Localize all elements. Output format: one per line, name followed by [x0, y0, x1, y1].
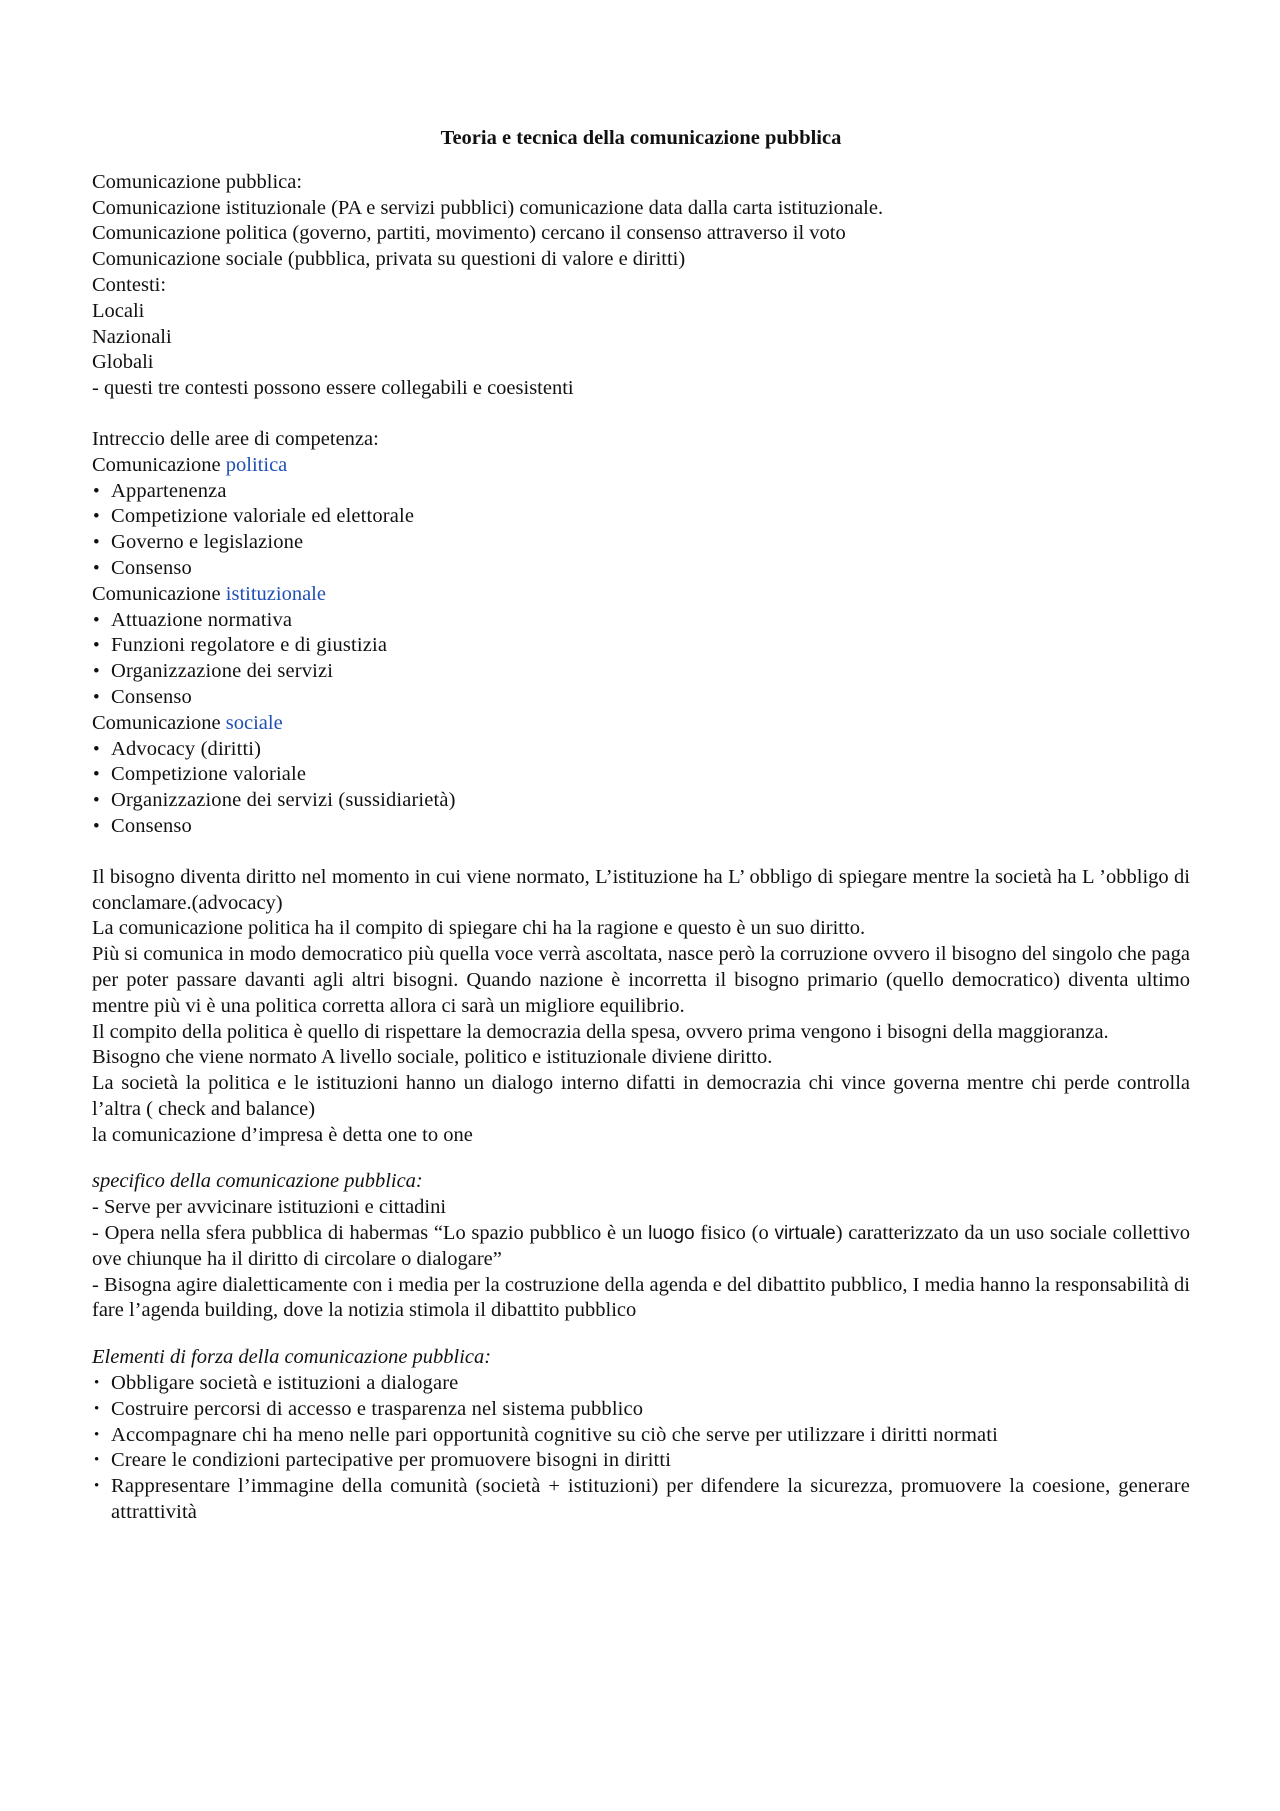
body-paragraph: Bisogno che viene normato A livello sociale, politico e istituzionale diviene diritto. — [92, 1046, 773, 1069]
area-heading-istituzionale — [92, 582, 1190, 608]
list-item: • Funzioni regolatore e di giustizia — [92, 633, 1190, 659]
area-list-sociale — [92, 737, 1190, 840]
body-paragraph: Il compito della politica è quello di rispettare la democrazia della spesa, ovvero prima vengono i bisogni della maggioranza. — [92, 1020, 1109, 1043]
list-item: • Consenso — [92, 685, 1190, 711]
list-item: • Consenso — [92, 814, 1190, 840]
text-run: ) caratterizzato da un uso sociale collettivo ove chiunque ha il diritto di circolare o dialogare” — [92, 1222, 1190, 1270]
list-item: • Creare le condizioni partecipative per promuovere bisogni in diritti — [92, 1448, 1190, 1474]
area-list-istituzionale — [92, 608, 1190, 711]
body-section — [92, 865, 1190, 1149]
list-item: • Accompagnare chi ha meno nelle pari opportunità cognitive su ciò che serve per utilizzare i diritti normati — [92, 1423, 1190, 1449]
document-page — [92, 126, 1190, 1526]
intro-line: Locali — [92, 299, 145, 322]
text-run: fisico (o — [694, 1222, 775, 1245]
list-item: • Organizzazione dei servizi — [92, 659, 1190, 685]
intro-line: Comunicazione sociale (pubblica, privata su questioni di valore e diritti) — [92, 248, 686, 271]
list-item: • Obbligare società e istituzioni a dialogare — [92, 1371, 1190, 1397]
intro-line: Globali — [92, 351, 154, 374]
intro-line: Nazionali — [92, 325, 172, 348]
list-item: • Attuazione normativa — [92, 608, 1190, 634]
list-item: • Competizione valoriale ed elettorale — [92, 504, 1190, 530]
area-prefix: Comunicazione — [92, 711, 226, 734]
link-sociale[interactable]: sociale — [225, 711, 283, 734]
specifico-line: - Serve per avvicinare istituzioni e cittadini — [92, 1196, 447, 1219]
body-paragraph: La comunicazione politica ha il compito di spiegare chi ha la ragione e questo è un suo diritto. — [92, 917, 866, 940]
list-item: • Appartenenza — [92, 479, 1190, 505]
intro-line: Comunicazione politica (governo, partiti, movimento) cercano il consenso attraverso il voto — [92, 222, 846, 245]
area-heading-sociale — [92, 711, 1190, 737]
areas-heading: Intreccio delle aree di competenza: — [92, 427, 379, 450]
document-title: Teoria e tecnica della comunicazione pubblica — [440, 127, 842, 149]
list-item: • Competizione valoriale — [92, 762, 1190, 788]
list-item: • Advocacy (diritti) — [92, 737, 1190, 763]
body-paragraph: Più si comunica in modo democratico più quella voce verrà ascoltata, nasce però la corruzione ovvero il bisogno del singolo che paga per poter passare davanti agli altri bisogni. Quando nazione è incorretta il bisogno primario (quello democratico) diventa ultimo mentre più vi è una politica corretta allora ci sarà un migliore equilibrio. — [92, 943, 1190, 1017]
link-istituzionale[interactable]: istituzionale — [225, 582, 326, 605]
specifico-heading: specifico della comunicazione pubblica: — [92, 1170, 423, 1193]
specifico-section — [92, 1169, 1190, 1324]
forza-section — [92, 1345, 1190, 1526]
list-item: • Governo e legislazione — [92, 530, 1190, 556]
list-item: • Consenso — [92, 556, 1190, 582]
list-item: • Organizzazione dei servizi (sussidiarietà) — [92, 788, 1190, 814]
text-run: virtuale — [774, 1223, 836, 1245]
area-list-politica — [92, 479, 1190, 582]
areas-section — [92, 427, 1190, 840]
text-run: - Opera nella sfera pubblica di habermas “Lo spazio pubblico è un — [92, 1222, 649, 1245]
intro-line: Comunicazione istituzionale (PA e servizi pubblici) comunicazione data dalla carta istituzionale. — [92, 196, 884, 219]
list-item: • Costruire percorsi di accesso e trasparenza nel sistema pubblico — [92, 1397, 1190, 1423]
intro-section — [92, 170, 1190, 402]
specifico-line: - Bisogna agire dialetticamente con i media per la costruzione della agenda e del dibattito pubblico, I media hanno la responsabilità di fare l’agenda building, dove la notizia stimola il dibattito pubblico — [92, 1273, 1190, 1322]
body-paragraph: La società la politica e le istituzioni hanno un dialogo interno difatti in democrazia chi vince governa mentre chi perde controlla l’altra ( check and balance) — [92, 1072, 1190, 1120]
list-item: • Rappresentare l’immagine della comunità (società + istituzioni) per difendere la sicurezza, promuovere la coesione, generare attrattività — [92, 1474, 1190, 1526]
intro-line: Comunicazione pubblica: — [92, 170, 303, 193]
intro-line: - questi tre contesti possono essere collegabili e coesistenti — [92, 377, 574, 400]
body-paragraph: la comunicazione d’impresa è detta one to one — [92, 1123, 473, 1146]
link-politica[interactable]: politica — [225, 453, 288, 476]
forza-list — [92, 1371, 1190, 1526]
forza-heading: Elementi di forza della comunicazione pubblica: — [92, 1346, 492, 1369]
text-run: luogo — [648, 1223, 695, 1245]
intro-line: Contesti: — [92, 273, 167, 296]
body-paragraph: Il bisogno diventa diritto nel momento in cui viene normato, L’istituzione ha L’ obbligo di spiegare mentre la società ha L ’obbligo di conclamare.(advocacy) — [92, 865, 1190, 914]
area-heading-politica — [92, 453, 1190, 479]
specifico-line — [92, 1221, 1190, 1273]
area-prefix: Comunicazione — [92, 453, 226, 476]
area-prefix: Comunicazione — [92, 582, 226, 605]
